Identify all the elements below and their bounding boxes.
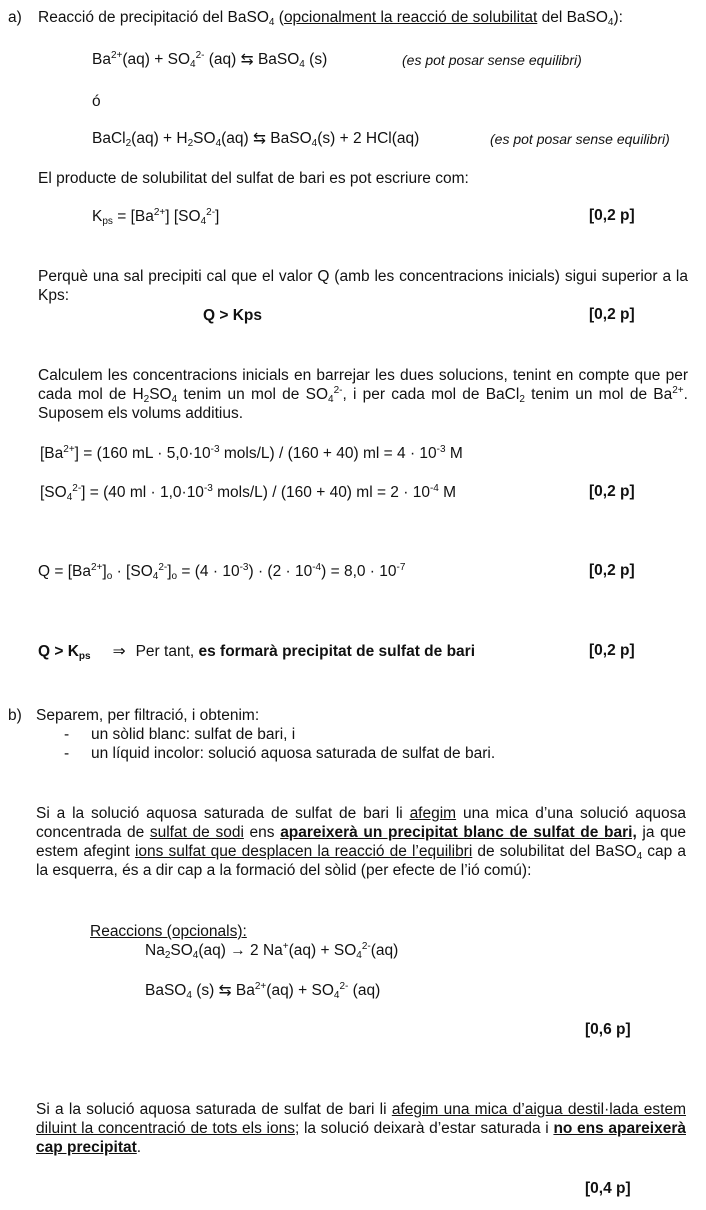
list-item: un líquid incolor: solució aquosa saturada de sulfat de bari. [91, 745, 496, 762]
equation-1-note: (es pot posar sense equilibri) [402, 52, 582, 68]
ksp-expression: $K_{ps} = [Ba^{2+}]$ $[SO_4^{2-}]$ [92, 207, 220, 227]
list-item: un sòlid blanc: sulfat de bari, i [91, 726, 296, 743]
conclusion-a: $Q > K_{ps}$ ⇒ Per tant, es formarà precipitat de sulfat de bari [38, 643, 476, 662]
points-4: [0,2 p] [589, 562, 635, 579]
points-7: [0,4 p] [585, 1180, 631, 1197]
or-word: ó [92, 93, 101, 110]
q-calculation: $Q = [Ba^{2+}]_o \cdot [SO_4^{2-}]_o = (4 \cdot 10^{-3}) \cdot (2 \cdot 10^{-4}) = 8,0 \cdot 10^{-7}$ [38, 562, 406, 582]
part-b-label: b) [8, 707, 22, 724]
reaction-2: BaSO$_4$ (s) ⇆ $Ba^{2+}(aq) + SO_4^{2-}$ (aq) [145, 981, 381, 1001]
concentration-ba: $[Ba^{2+}] = (160$ mL · $5,0\cdot 10^{-3}$ mols/L) / (160 + 40) ml = $4 \cdot 10^{-3}$ M [40, 444, 463, 462]
points-3: [0,2 p] [589, 483, 635, 500]
part-b-intro: Separem, per filtració, i obtenim: [36, 707, 260, 724]
implies-arrow: ⇒ [112, 643, 126, 660]
concentration-so4: $[SO_4^{2-}] = (40$ ml · $1,0\cdot 10^{-3}$ mols/L) / (160 + 40) ml = $2 \cdot 10^{-4}$ M [40, 483, 457, 503]
list-dash: - [64, 726, 70, 743]
q-condition: Q > Kps [203, 307, 263, 324]
equation-2-note: (es pot posar sense equilibri) [490, 131, 670, 147]
part-a-label: a) [8, 9, 22, 26]
paragraph-distilled-water: Si a la solució aquosa saturada de sulfat de bari li afegim una mica d’aigua destil·lada estem diluint la concentració de tots els ions; la solució deixarà d’estar saturada i no ens apareixerà cap precipitat. [36, 1101, 686, 1156]
points-2: [0,2 p] [589, 306, 635, 323]
equation-2: BaCl$_2$(aq) + $H_2SO_4(aq)$ ⇆ BaSO$_4$(s) + 2 HCl(aq) [92, 130, 420, 149]
part-a-heading: Reacció de precipitació del BaSO$_4$ (opcionalment la reacció de solubilitat del BaSO$_4$): [38, 9, 623, 28]
calc-text: Calculem les concentracions inicials en barrejar les dues solucions, tenint en compte que per cada mol de $H_2SO_4$ tenim un mol de $SO_4^{2-}$, i per cada mol de BaCl$_2$ tenim un mol de $Ba^{2+}$. Suposem els volums additius. [38, 367, 688, 422]
points-1: [0,2 p] [589, 207, 635, 224]
paragraph-sodium-sulfate: Si a la solució aquosa saturada de sulfat de bari li afegim una mica d’una solució aquosa concentrada de sulfat de sodi ens apareixerà un precipitat blanc de sulfat de bari, ja que estem afegint ions sulfat que desplacen la reacció de l’equilibri de solubilitat del BaSO$_4$ cap a la esquerra, és a dir cap a la formació del sòlid (per efecte de l’ió comú): [36, 805, 687, 879]
points-5: [0,2 p] [589, 642, 635, 659]
ksp-intro: El producte de solubilitat del sulfat de bari es pot escriure com: [38, 170, 469, 187]
points-6: [0,6 p] [585, 1021, 631, 1038]
equation-1: $Ba^{2+}(aq) + SO_4^{2-}$ (aq) ⇆ BaSO$_4$ (s) [92, 50, 328, 70]
reaction-1: $Na_2SO_4(aq) \to 2$ $Na^+(aq) + SO_4^{2-}(aq)$ [145, 941, 399, 961]
q-condition-text: Perquè una sal precipiti cal que el valor Q (amb les concentracions inicials) sigui superior a la Kps: [38, 268, 688, 304]
reactions-title: Reaccions (opcionals): [90, 923, 247, 940]
list-dash: - [64, 745, 70, 762]
